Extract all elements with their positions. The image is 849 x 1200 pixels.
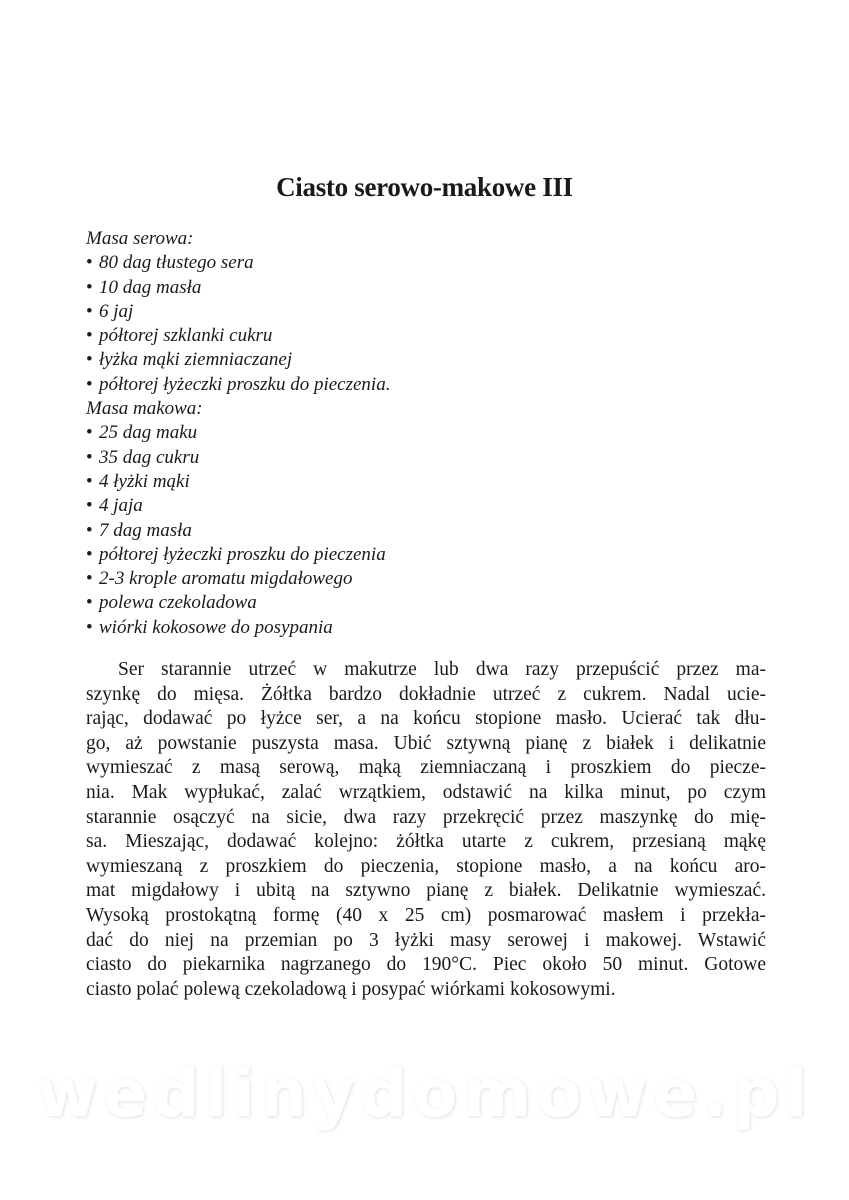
ingredient-text: 4 jaja: [99, 495, 143, 517]
ingredient-item: [86, 591, 390, 615]
section-heading-cheese: Masa serowa:: [86, 228, 194, 249]
bullet-icon: •: [86, 592, 93, 614]
ingredient-text: 25 dag maku: [99, 422, 198, 444]
ingredient-item: [86, 494, 390, 518]
ingredient-text: 6 jaj: [99, 300, 134, 322]
bullet-icon: •: [86, 349, 93, 371]
ingredient-text: polewa czekoladowa: [99, 592, 257, 614]
instruction-line: szynkę do mięsa. Żółtka bardzo dokładnie utrzeć z cukrem. Nadal ucie-: [86, 683, 766, 705]
section-heading-poppy: Masa makowa:: [86, 398, 203, 420]
ingredient-text: 7 dag masła: [99, 519, 192, 541]
ingredients-list: [86, 227, 390, 640]
ingredient-item: [86, 421, 390, 445]
bullet-icon: •: [86, 495, 93, 517]
bullet-icon: •: [86, 519, 93, 541]
instruction-line: nia. Mak wypłukać, zalać wrzątkiem, odstawić na kilka minut, po czym: [86, 781, 766, 803]
instruction-line: dać do niej na przemian po 3 łyżki masy serowej i makowej. Wstawić: [86, 929, 766, 951]
bullet-icon: •: [86, 568, 93, 590]
instruction-line: wymieszaną z proszkiem do pieczenia, stopione masło, a na końcu aro-: [86, 855, 766, 877]
ingredient-text: wiórki kokosowe do posypania: [99, 616, 333, 638]
ingredient-text: 4 łyżki mąki: [99, 470, 190, 492]
instruction-line: wymieszać z masą serową, mąką ziemniaczaną i proszkiem do piecze-: [86, 757, 766, 779]
bullet-icon: •: [86, 300, 93, 322]
watermark: wedlinydomowe.pl: [36, 1055, 813, 1132]
instruction-line: go, aż powstanie puszysta masa. Ubić sztywną pianę z białek i delikatnie: [86, 732, 766, 754]
bullet-icon: •: [86, 276, 93, 298]
ingredient-text: 80 dag tłustego sera: [99, 252, 254, 274]
bullet-icon: •: [86, 422, 93, 444]
ingredient-item: [86, 373, 390, 397]
ingredient-item: [86, 470, 390, 494]
instruction-line: sa. Mieszając, dodawać kolejno: żółtka utarte z cukrem, przesianą mąkę: [86, 831, 766, 853]
instruction-line: starannie osączyć na sicie, dwa razy przekręcić przez maszynkę do mię-: [86, 806, 766, 828]
instructions-paragraph: [86, 658, 766, 1002]
bullet-icon: •: [86, 446, 93, 468]
ingredient-text: 10 dag masła: [99, 276, 202, 298]
ingredient-item: [86, 519, 390, 543]
ingredient-item: [86, 446, 390, 470]
instruction-line: ciasto do piekarnika nagrzanego do 190°C. Piec około 50 minut. Gotowe: [86, 954, 766, 976]
ingredient-item: [86, 300, 390, 324]
ingredient-item: [86, 276, 390, 300]
bullet-icon: •: [86, 325, 93, 347]
instruction-line: mat migdałowy i ubitą na sztywno pianę z białek. Delikatnie wymieszać.: [86, 880, 766, 902]
bullet-icon: •: [86, 470, 93, 492]
ingredient-item: [86, 251, 390, 275]
ingredient-text: łyżka mąki ziemniaczanej: [99, 349, 293, 371]
bullet-icon: •: [86, 616, 93, 638]
ingredient-text: 2-3 krople aromatu migdałowego: [99, 568, 353, 590]
bullet-icon: •: [86, 252, 93, 274]
bullet-icon: •: [86, 543, 93, 565]
ingredient-text: półtorej łyżeczki proszku do pieczenia: [99, 543, 386, 565]
instruction-line: Ser starannie utrzeć w makutrze lub dwa razy przepuścić przez ma-: [118, 659, 766, 680]
ingredient-text: 35 dag cukru: [99, 446, 200, 468]
instruction-line: Wysoką prostokątną formę (40 x 25 cm) posmarować masłem i przekła-: [86, 904, 766, 926]
ingredient-text: półtorej szklanki cukru: [99, 325, 273, 347]
bullet-icon: •: [86, 373, 93, 395]
instruction-line: rając, dodawać po łyżce ser, a na końcu stopione masło. Ucierać tak dłu-: [86, 708, 766, 730]
ingredient-item: [86, 543, 390, 567]
ingredient-item: [86, 616, 390, 640]
recipe-title: Ciasto serowo-makowe III: [276, 172, 573, 202]
ingredient-item: [86, 324, 390, 348]
instruction-line: ciasto polać polewą czekoladową i posypać wiórkami kokosowymi.: [86, 978, 616, 1000]
ingredient-item: [86, 348, 390, 372]
ingredient-text: półtorej łyżeczki proszku do pieczenia.: [99, 373, 391, 395]
ingredient-item: [86, 567, 390, 591]
